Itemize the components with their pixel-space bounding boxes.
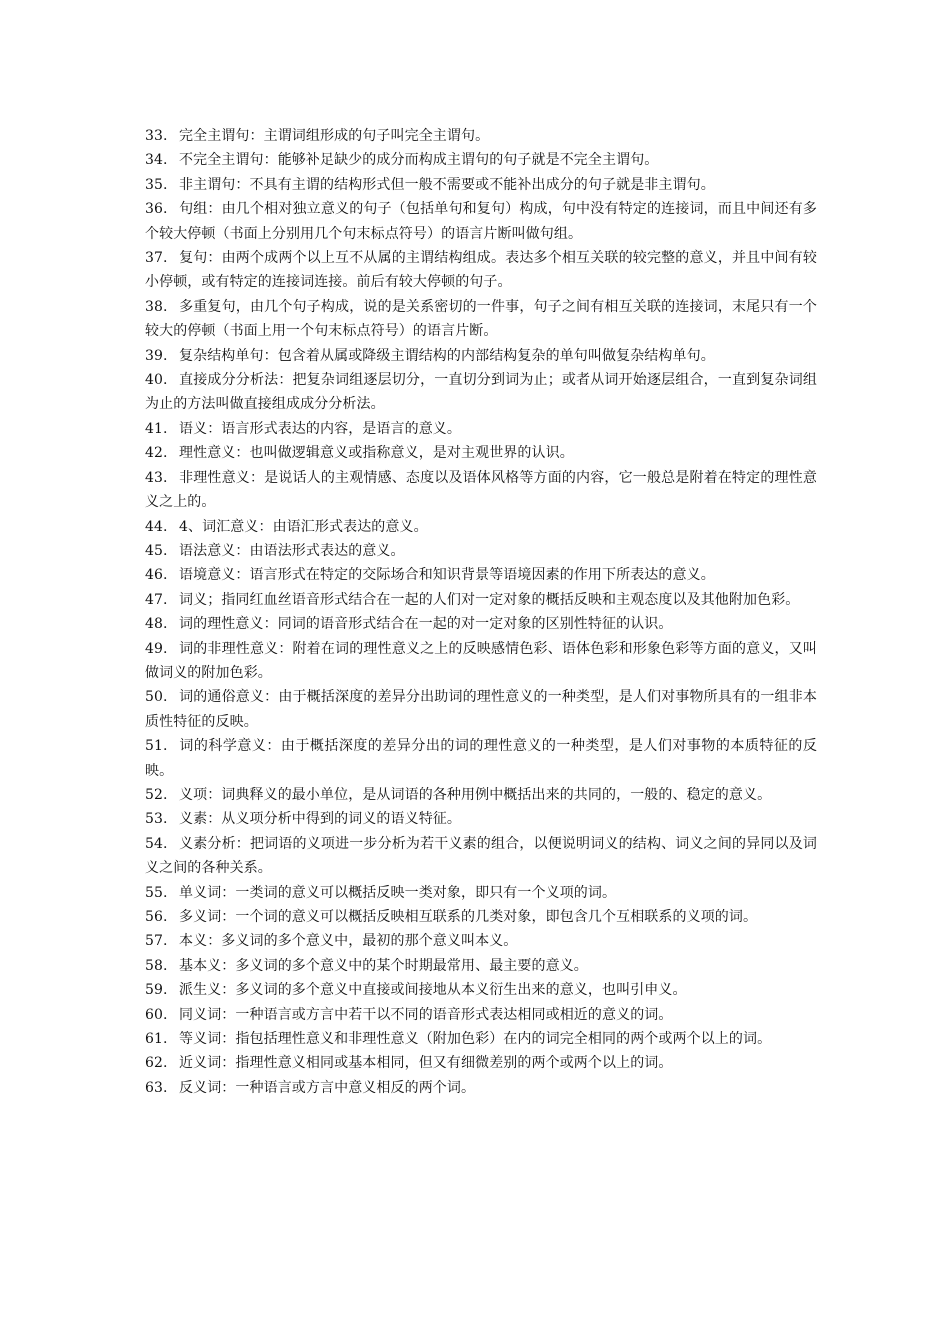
item-text: 复句：由两个成两个以上互不从属的主谓结构组成。表达多个相互关联的较完整的意义，并且中间有较小停顿，或有特定的连接词连接。前后有较大停顿的句子。	[145, 250, 817, 291]
item-text: 直接成分分析法：把复杂词组逐层切分，一直切分到词为止；或者从词开始逐层组合，一直到复杂词组为止的方法叫做直接组成成分分析法。	[145, 372, 817, 413]
list-item	[145, 783, 817, 807]
item-number: 51.	[145, 738, 168, 755]
list-item	[145, 441, 817, 465]
item-text: 不完全主谓句：能够补足缺少的成分而构成主谓句的句子就是不完全主谓句。	[179, 152, 659, 169]
item-text: 语境意义：语言形式在特定的交际场合和知识背景等语境因素的作用下所表达的意义。	[179, 567, 715, 584]
list-item	[145, 344, 817, 368]
list-item	[145, 1027, 817, 1051]
item-text: 义素分析：把词语的义项进一步分析为若干义素的组合，以便说明词义的结构、词义之间的异同以及词义之间的各种关系。	[145, 835, 817, 877]
item-number: 57.	[145, 933, 168, 950]
item-text: 非主谓句：不具有主谓的结构形式但一般不需要或不能补出成分的句子就是非主谓句。	[179, 176, 715, 193]
list-item	[145, 905, 817, 929]
list-item	[145, 881, 817, 905]
item-text: 语义：语言形式表达的内容，是语言的意义。	[179, 420, 461, 437]
item-number: 43.	[145, 469, 168, 486]
item-text: 词的通俗意义：由于概括深度的差异分出助词的理性意义的一种类型，是人们对事物所具有的一组非本质性特征的反映。	[145, 689, 817, 730]
list-item	[145, 197, 817, 246]
item-text: 句组：由几个相对独立意义的句子（包括单句和复句）构成，句中没有特定的连接词，而且中间还有多个较大停顿（书面上分别用几个句末标点符号）的语言片断叫做句组。	[145, 201, 817, 242]
item-text: 词的理性意义：同词的语音形式结合在一起的对一定对象的区别性特征的认识。	[179, 616, 673, 633]
item-text: 本义：多义词的多个意义中，最初的那个意义叫本义。	[179, 933, 518, 950]
item-number: 47.	[145, 591, 168, 608]
item-text: 4、词汇意义：由语汇形式表达的意义。	[179, 518, 428, 535]
item-number: 52.	[145, 786, 168, 803]
item-text: 理性意义：也叫做逻辑意义或指称意义，是对主观世界的认识。	[179, 445, 574, 462]
item-text: 单义词：一类词的意义可以概括反映一类对象，即只有一个义项的词。	[179, 884, 617, 901]
item-text: 等义词：指包括理性意义和非理性意义（附加色彩）在内的词完全相同的两个或两个以上的词。	[179, 1031, 772, 1048]
list-item	[145, 368, 817, 417]
item-text: 复杂结构单句：包含着从属或降级主谓结构的内部结构复杂的单句叫做复杂结构单句。	[179, 347, 715, 364]
item-number: 39.	[145, 347, 168, 364]
item-number: 56.	[145, 909, 168, 925]
item-text: 反义词：一种语言或方言中意义相反的两个词。	[179, 1079, 476, 1096]
list-item	[145, 954, 817, 978]
item-number: 33.	[145, 128, 168, 144]
item-number: 62.	[145, 1055, 168, 1072]
item-number: 55.	[145, 884, 168, 901]
item-number: 45.	[145, 542, 168, 559]
list-item	[145, 978, 817, 1002]
item-text: 词义；指同红血丝语音形式结合在一起的人们对一定对象的概括反映和主观态度以及其他附加色彩。	[179, 591, 800, 608]
item-text: 基本义：多义词的多个意义中的某个时期最常用、最主要的意义。	[179, 957, 588, 974]
list-item	[145, 637, 817, 686]
list-item	[145, 685, 817, 734]
item-text: 派生义：多义词的多个意义中直接或间接地从本义衍生出来的意义，也叫引申义。	[179, 982, 687, 999]
item-number: 40.	[145, 372, 168, 389]
item-number: 38.	[145, 298, 168, 315]
list-item	[145, 417, 817, 441]
list-item	[145, 1051, 817, 1075]
glossary-list	[145, 124, 817, 1100]
item-number: 37.	[145, 250, 168, 267]
item-number: 58.	[145, 957, 168, 974]
list-item	[145, 295, 817, 344]
item-text: 多义词：一个词的意义可以概括反映相互联系的几类对象，即包含几个互相联系的义项的词。	[179, 909, 758, 925]
item-number: 48.	[145, 616, 168, 633]
list-item	[145, 515, 817, 539]
item-text: 完全主谓句：主谓词组形成的句子叫完全主谓句。	[179, 128, 490, 144]
item-number: 49.	[145, 640, 168, 657]
item-number: 59.	[145, 982, 168, 999]
item-number: 42.	[145, 445, 168, 462]
list-item	[145, 539, 817, 563]
item-number: 53.	[145, 811, 168, 828]
list-item	[145, 466, 817, 515]
list-item	[145, 929, 817, 953]
item-number: 63.	[145, 1079, 168, 1096]
item-text: 同义词：一种语言或方言中若干以不同的语音形式表达相同或相近的意义的词。	[179, 1006, 673, 1023]
list-item	[145, 1076, 817, 1100]
item-text: 词的科学意义：由于概括深度的差异分出的词的理性意义的一种类型，是人们对事物的本质特征的反映。	[145, 738, 817, 779]
item-number: 46.	[145, 567, 168, 584]
item-text: 义项：词典释义的最小单位，是从词语的各种用例中概括出来的共同的，一般的、稳定的意义。	[179, 786, 772, 803]
item-number: 36.	[145, 201, 168, 218]
item-number: 34.	[145, 152, 168, 169]
item-number: 60.	[145, 1006, 168, 1023]
list-item	[145, 807, 817, 831]
item-number: 61.	[145, 1031, 168, 1048]
list-item	[145, 124, 817, 148]
item-text: 近义词：指理性意义相同或基本相同，但又有细微差别的两个或两个以上的词。	[179, 1055, 673, 1072]
item-number: 35.	[145, 176, 168, 193]
item-number: 50.	[145, 689, 168, 706]
item-number: 44.	[145, 518, 168, 535]
list-item	[145, 612, 817, 636]
item-text: 非理性意义：是说话人的主观情感、态度以及语体风格等方面的内容，它一般总是附着在特定的理性意义之上的。	[145, 469, 817, 511]
item-text: 义素：从义项分析中得到的词义的语义特征。	[179, 811, 461, 828]
list-item	[145, 734, 817, 783]
item-number: 41.	[145, 420, 168, 437]
item-text: 多重复句，由几个句子构成，说的是关系密切的一件事，句子之间有相互关联的连接词，末尾只有一个较大的停顿（书面上用一个句末标点符号）的语言片断。	[145, 298, 817, 340]
list-item	[145, 832, 817, 881]
list-item	[145, 173, 817, 197]
list-item	[145, 1003, 817, 1027]
list-item	[145, 148, 817, 172]
item-number: 54.	[145, 835, 168, 852]
list-item	[145, 563, 817, 587]
list-item	[145, 246, 817, 295]
item-text: 词的非理性意义：附着在词的理性意义之上的反映感情色彩、语体色彩和形象色彩等方面的意义，又叫做词义的附加色彩。	[145, 640, 817, 681]
list-item	[145, 588, 817, 612]
item-text: 语法意义：由语法形式表达的意义。	[179, 542, 405, 559]
